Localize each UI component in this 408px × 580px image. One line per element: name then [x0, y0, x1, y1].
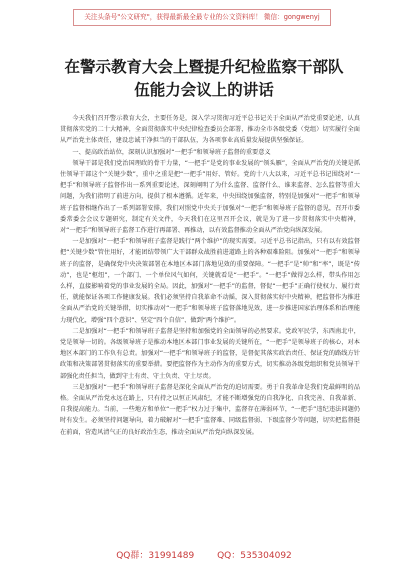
footer-qq: QQ：535304092 — [217, 551, 292, 561]
page-title-line-1: 在警示教育大会上暨提升纪检监察干部队 — [64, 57, 344, 76]
speech-body — [60, 113, 360, 545]
paragraph-2: 领导干部是我们党治国理政的骨干力量，“一把手”是党的事业发展的“领头雁”，全面从严治党的关键是抓住领导干部这个“关键少数”，重中之重是把“一把手”用好、管好。党的十八大以来，习近平总书记围绕对“一把手”和领导班子监督作出一系列重要论述，深刻阐明了为什么监督、监督什么、谁来监督、怎么监督等重大问题，为我们指明了前进方向，提供了根本遵循。近年来，中央围绕加强监督，特别是加强对“一把手”和领导班子监督相继作出了一系列部署安排，我们对照党中央关于加强对“一把手”和领导班子监督的意见，召开市委委常委会会议专题研究，制定有关文件，今天我们在这里召开会议，就是为了进一步贯彻落实中央精神，对“一把手”和领导班子监督工作进行再部署、再推动，以有效监督推动全面从严治党向纵深发展。 — [60, 159, 360, 235]
paragraph-intro: 今天我们召开警示教育大会，主要任务是，深入学习贯彻习近平总书记关于全面从严治党重要论述，认真贯彻落实党的二十大精神，全面贯彻落实中央纪律检查委员会部署，推动全市各级党委（党组）切实履行全面从严治党主体责任，建设忠诚干净担当的干部队伍，为各项事业高质量发展提供坚强保证。 — [60, 115, 360, 145]
paragraph-3: 一是加强对“一把手”和领导班子监督是践行“两个维护”的现实需要。习近平总书记指出，只有以有效监督把“关键少数”管住用好，才能团结带领广大干部群众战胜前进道路上的各种艰难险阻。加强对“一把手”和领导班子的监督，是确保党中央决策部署在本地区本部门落地见效的重要保障。“一把手”是“帅”和“率”，既是“传动”，也是“枢纽”，一个部门、一个单位风气如何，关键就看是“一把手”。“一把手”做得怎么样，带头作用怎么样，直接影响着党的事业发展的全局。因此，加强对“一把手”的监督，督促“一把手”正确行使权力、履行责任，就能保证各项工作健康发展。我们必须坚持自我革命不动摇，深入贯彻落实好中央精神，把监督作为推进全面从严治党的关键举措，切实推动对“一把手”和领导班子监督落地见效，进一步推进国家治理体系和治理能力现代化，增强“四个意识”、坚定“四个自信”、做到“两个维护”。 — [60, 238, 360, 324]
paragraph-5: 三是加强对“一把手”和领导班子监督是深化全面从严治党的迫切需要。勇于自我革命是我们党最鲜明的品格。全面从严治党永远在路上，只有持之以恒正风肃纪，才能不断增强党的自我净化、自我完善、自我革新、自我提高能力。当前，一些地方和单位“一把手”权力过于集中，监督存在薄弱环节，“一把手”违纪违法问题仍时有发生。必须坚持问题导向，着力破解对“一把手”监督难、同级监督弱、下级监督少等问题，切实把监督挺在前面，营造风清气正的良好政治生态，推动全面从严治党向纵深发展。 — [60, 383, 360, 436]
footer-contact — [0, 548, 408, 561]
section-heading-1: 一、提高政治站位，深刻认识加强对“一把手”和领导班子监督的重要意义 — [72, 148, 271, 156]
top-banner: 关注头条号"公文研究"，获得最新最全最专业的公文资料库！ 微信：gongwenyj — [73, 9, 331, 26]
footer-qq-group: QQ群：31991489 — [116, 551, 195, 561]
page-title-line-2: 伍能力会议上的讲话 — [134, 80, 274, 99]
paragraph-4: 二是加强对“一把手”和领导班子监督是坚持和加强党的全面领导的必然要求。党政军民学，东西南北中，党是领导一切的。各级领导班子是推动本地区本部门事业发展的关键所在，“一把手”是领导班子的核心，对本地区本部门的工作负有总责。加强对“一把手”和领导班子的监督，是督促其落实政治责任、保证党的路线方针政策和决策部署贯彻落实的重要举措。要把监督作为主动作为的重要方式，切实推动各级党组织和党员领导干部强化责任担当，做到守土有责、守土负责、守土尽责。 — [60, 327, 360, 380]
